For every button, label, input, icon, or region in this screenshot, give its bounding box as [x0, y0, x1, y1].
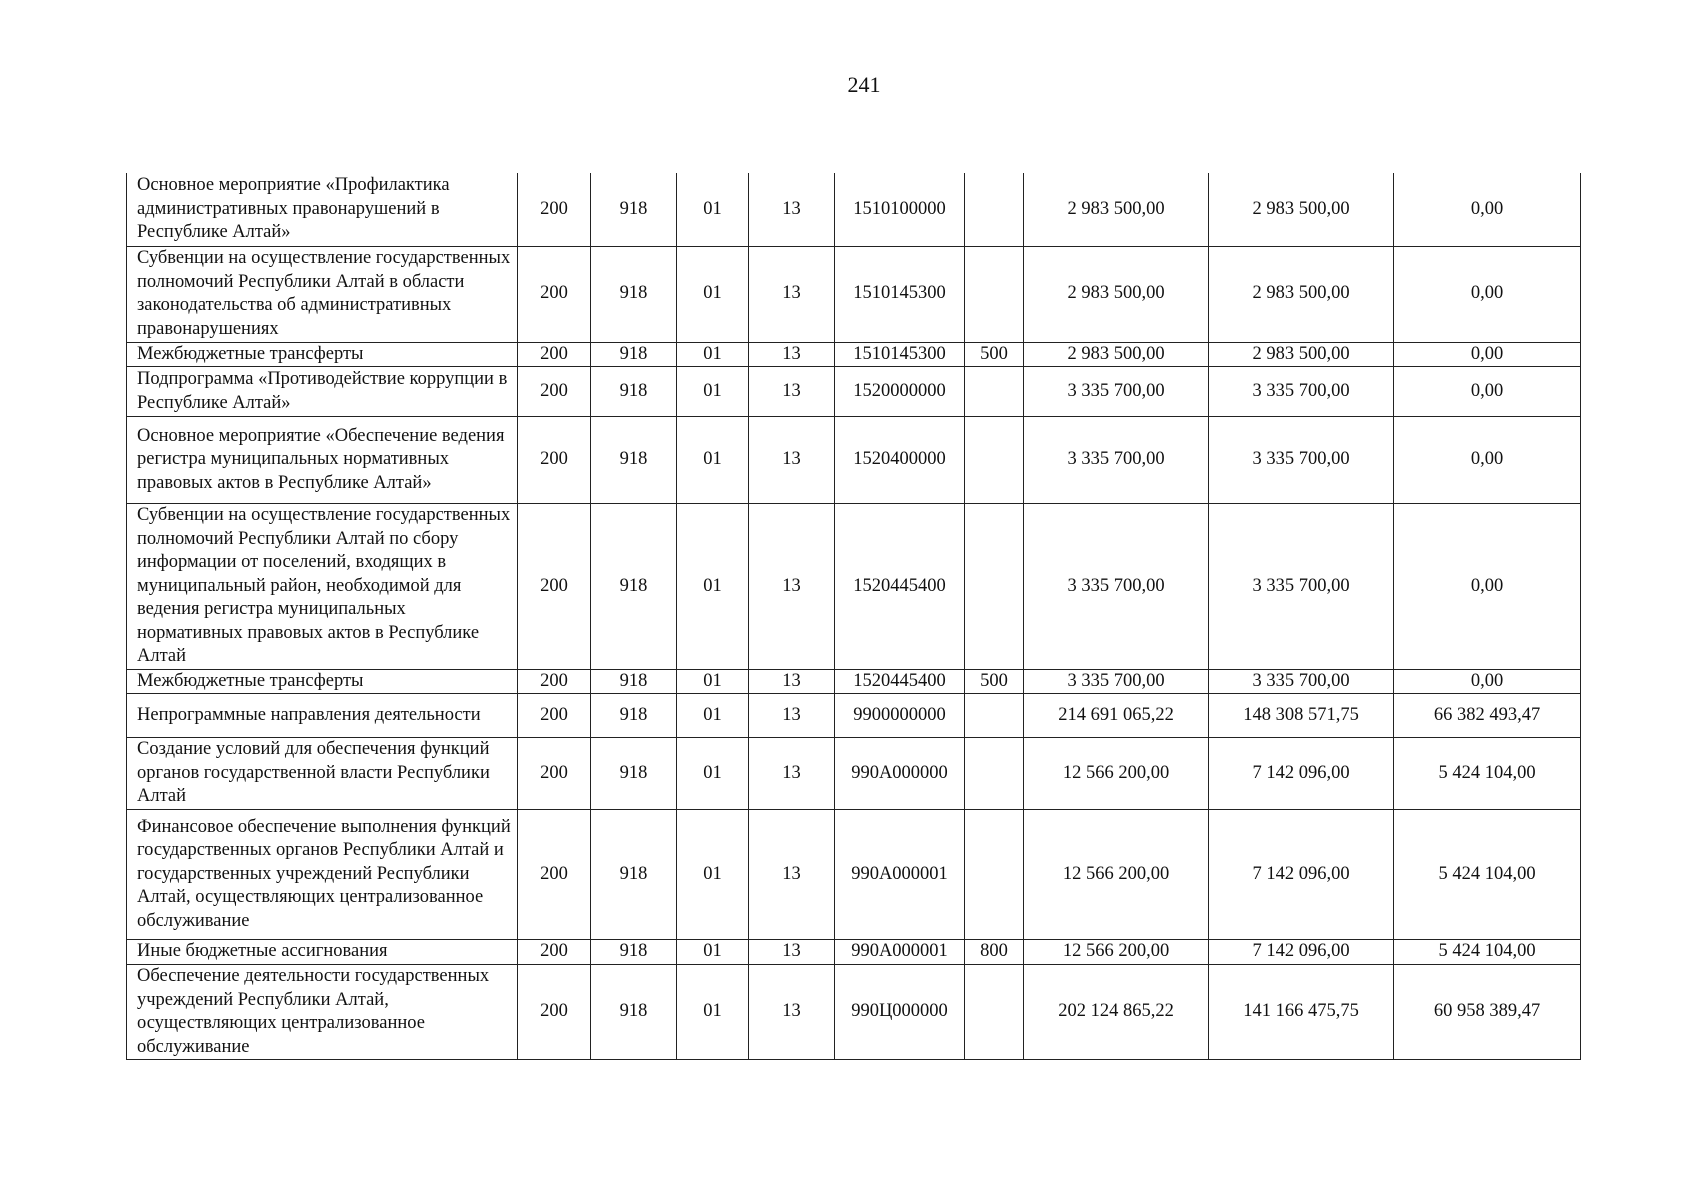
cell-code: 200	[518, 738, 591, 810]
cell-target-article: 990А000000	[835, 738, 965, 810]
cell-expense-type: 500	[965, 342, 1024, 367]
cell-section: 01	[677, 738, 749, 810]
cell-amount-total: 202 124 865,22	[1024, 965, 1209, 1060]
cell-name: Финансовое обеспечение выполнения функций государственных органов Республики Алтай и государственных учреждений Республики Алтай, осуществляющих централизованное обслуживание	[127, 810, 518, 940]
cell-section: 01	[677, 810, 749, 940]
cell-amount-2: 7 142 096,00	[1209, 940, 1394, 965]
cell-amount-total: 2 983 500,00	[1024, 342, 1209, 367]
cell-section: 01	[677, 669, 749, 694]
cell-section: 01	[677, 367, 749, 417]
cell-expense-type	[965, 738, 1024, 810]
table-row	[127, 965, 1581, 1060]
table-row	[127, 246, 1581, 342]
cell-code: 200	[518, 669, 591, 694]
cell-amount-3: 0,00	[1394, 367, 1581, 417]
cell-target-article: 9900000000	[835, 694, 965, 738]
table-row	[127, 940, 1581, 965]
cell-target-article: 990А000001	[835, 810, 965, 940]
cell-name: Иные бюджетные ассигнования	[127, 940, 518, 965]
cell-subsection: 13	[749, 367, 835, 417]
table-row	[127, 173, 1581, 246]
cell-name: Межбюджетные трансферты	[127, 342, 518, 367]
cell-amount-3: 66 382 493,47	[1394, 694, 1581, 738]
cell-amount-total: 12 566 200,00	[1024, 810, 1209, 940]
cell-amount-total: 12 566 200,00	[1024, 940, 1209, 965]
cell-grbs: 918	[591, 504, 677, 670]
cell-amount-total: 214 691 065,22	[1024, 694, 1209, 738]
cell-amount-3: 0,00	[1394, 504, 1581, 670]
cell-target-article: 1510145300	[835, 246, 965, 342]
table-body	[127, 173, 1581, 1060]
cell-grbs: 918	[591, 246, 677, 342]
cell-grbs: 918	[591, 965, 677, 1060]
table-row	[127, 417, 1581, 504]
cell-amount-total: 12 566 200,00	[1024, 738, 1209, 810]
cell-code: 200	[518, 965, 591, 1060]
cell-expense-type	[965, 173, 1024, 246]
cell-amount-3: 0,00	[1394, 246, 1581, 342]
cell-subsection: 13	[749, 669, 835, 694]
cell-grbs: 918	[591, 810, 677, 940]
cell-expense-type	[965, 694, 1024, 738]
cell-grbs: 918	[591, 367, 677, 417]
cell-name: Непрограммные направления деятельности	[127, 694, 518, 738]
cell-amount-3: 60 958 389,47	[1394, 965, 1581, 1060]
cell-code: 200	[518, 940, 591, 965]
table-row	[127, 810, 1581, 940]
cell-target-article: 1520400000	[835, 417, 965, 504]
cell-subsection: 13	[749, 694, 835, 738]
cell-name: Основное мероприятие «Профилактика административных правонарушений в Республике Алтай»	[127, 173, 518, 246]
cell-subsection: 13	[749, 342, 835, 367]
cell-code: 200	[518, 367, 591, 417]
cell-amount-2: 141 166 475,75	[1209, 965, 1394, 1060]
cell-amount-2: 3 335 700,00	[1209, 417, 1394, 504]
cell-amount-total: 2 983 500,00	[1024, 246, 1209, 342]
cell-section: 01	[677, 173, 749, 246]
cell-name: Субвенции на осуществление государственных полномочий Республики Алтай в области законодательства об административных правонарушениях	[127, 246, 518, 342]
cell-target-article: 1510145300	[835, 342, 965, 367]
cell-amount-2: 3 335 700,00	[1209, 504, 1394, 670]
cell-section: 01	[677, 246, 749, 342]
cell-grbs: 918	[591, 173, 677, 246]
cell-code: 200	[518, 342, 591, 367]
cell-section: 01	[677, 694, 749, 738]
cell-amount-2: 3 335 700,00	[1209, 669, 1394, 694]
cell-target-article: 1510100000	[835, 173, 965, 246]
cell-section: 01	[677, 342, 749, 367]
cell-name: Обеспечение деятельности государственных учреждений Республики Алтай, осуществляющих централизованное обслуживание	[127, 965, 518, 1060]
cell-expense-type	[965, 367, 1024, 417]
cell-amount-total: 2 983 500,00	[1024, 173, 1209, 246]
cell-section: 01	[677, 417, 749, 504]
cell-code: 200	[518, 504, 591, 670]
cell-target-article: 1520445400	[835, 669, 965, 694]
cell-target-article: 990А000001	[835, 940, 965, 965]
cell-amount-total: 3 335 700,00	[1024, 417, 1209, 504]
table-row	[127, 738, 1581, 810]
cell-amount-2: 2 983 500,00	[1209, 173, 1394, 246]
cell-subsection: 13	[749, 246, 835, 342]
cell-section: 01	[677, 504, 749, 670]
cell-name: Создание условий для обеспечения функций органов государственной власти Республики Алтай	[127, 738, 518, 810]
cell-subsection: 13	[749, 173, 835, 246]
cell-amount-3: 0,00	[1394, 669, 1581, 694]
cell-section: 01	[677, 940, 749, 965]
cell-subsection: 13	[749, 940, 835, 965]
cell-subsection: 13	[749, 738, 835, 810]
table-row	[127, 504, 1581, 670]
cell-code: 200	[518, 246, 591, 342]
cell-target-article: 1520445400	[835, 504, 965, 670]
cell-amount-3: 0,00	[1394, 417, 1581, 504]
cell-amount-2: 7 142 096,00	[1209, 738, 1394, 810]
cell-expense-type	[965, 504, 1024, 670]
cell-subsection: 13	[749, 417, 835, 504]
cell-amount-2: 148 308 571,75	[1209, 694, 1394, 738]
cell-subsection: 13	[749, 504, 835, 670]
cell-amount-3: 5 424 104,00	[1394, 810, 1581, 940]
cell-amount-2: 7 142 096,00	[1209, 810, 1394, 940]
cell-amount-2: 2 983 500,00	[1209, 246, 1394, 342]
cell-target-article: 1520000000	[835, 367, 965, 417]
cell-grbs: 918	[591, 940, 677, 965]
cell-amount-total: 3 335 700,00	[1024, 367, 1209, 417]
table-row	[127, 669, 1581, 694]
table-row	[127, 342, 1581, 367]
cell-amount-3: 5 424 104,00	[1394, 738, 1581, 810]
cell-amount-3: 0,00	[1394, 173, 1581, 246]
cell-code: 200	[518, 694, 591, 738]
cell-expense-type	[965, 965, 1024, 1060]
budget-table	[126, 173, 1581, 1060]
page-number: 241	[847, 72, 881, 97]
cell-name: Основное мероприятие «Обеспечение ведения регистра муниципальных нормативных правовых актов в Республике Алтай»	[127, 417, 518, 504]
cell-expense-type	[965, 810, 1024, 940]
cell-section: 01	[677, 965, 749, 1060]
cell-target-article: 990Ц000000	[835, 965, 965, 1060]
cell-subsection: 13	[749, 810, 835, 940]
cell-name: Субвенции на осуществление государственных полномочий Республики Алтай по сбору информации от поселений, входящих в муниципальный район, необходимой для ведения регистра муниципальных нормативных правовых актов в Республике Алтай	[127, 504, 518, 670]
cell-code: 200	[518, 417, 591, 504]
cell-amount-3: 0,00	[1394, 342, 1581, 367]
table-row	[127, 367, 1581, 417]
cell-grbs: 918	[591, 738, 677, 810]
cell-expense-type: 500	[965, 669, 1024, 694]
cell-expense-type	[965, 417, 1024, 504]
cell-expense-type	[965, 246, 1024, 342]
table-row	[127, 694, 1581, 738]
cell-code: 200	[518, 173, 591, 246]
cell-amount-2: 2 983 500,00	[1209, 342, 1394, 367]
cell-name: Подпрограмма «Противодействие коррупции в Республике Алтай»	[127, 367, 518, 417]
cell-subsection: 13	[749, 965, 835, 1060]
cell-grbs: 918	[591, 669, 677, 694]
cell-grbs: 918	[591, 417, 677, 504]
cell-amount-total: 3 335 700,00	[1024, 504, 1209, 670]
cell-code: 200	[518, 810, 591, 940]
cell-expense-type: 800	[965, 940, 1024, 965]
cell-name: Межбюджетные трансферты	[127, 669, 518, 694]
cell-amount-total: 3 335 700,00	[1024, 669, 1209, 694]
cell-grbs: 918	[591, 694, 677, 738]
cell-amount-2: 3 335 700,00	[1209, 367, 1394, 417]
cell-grbs: 918	[591, 342, 677, 367]
cell-amount-3: 5 424 104,00	[1394, 940, 1581, 965]
